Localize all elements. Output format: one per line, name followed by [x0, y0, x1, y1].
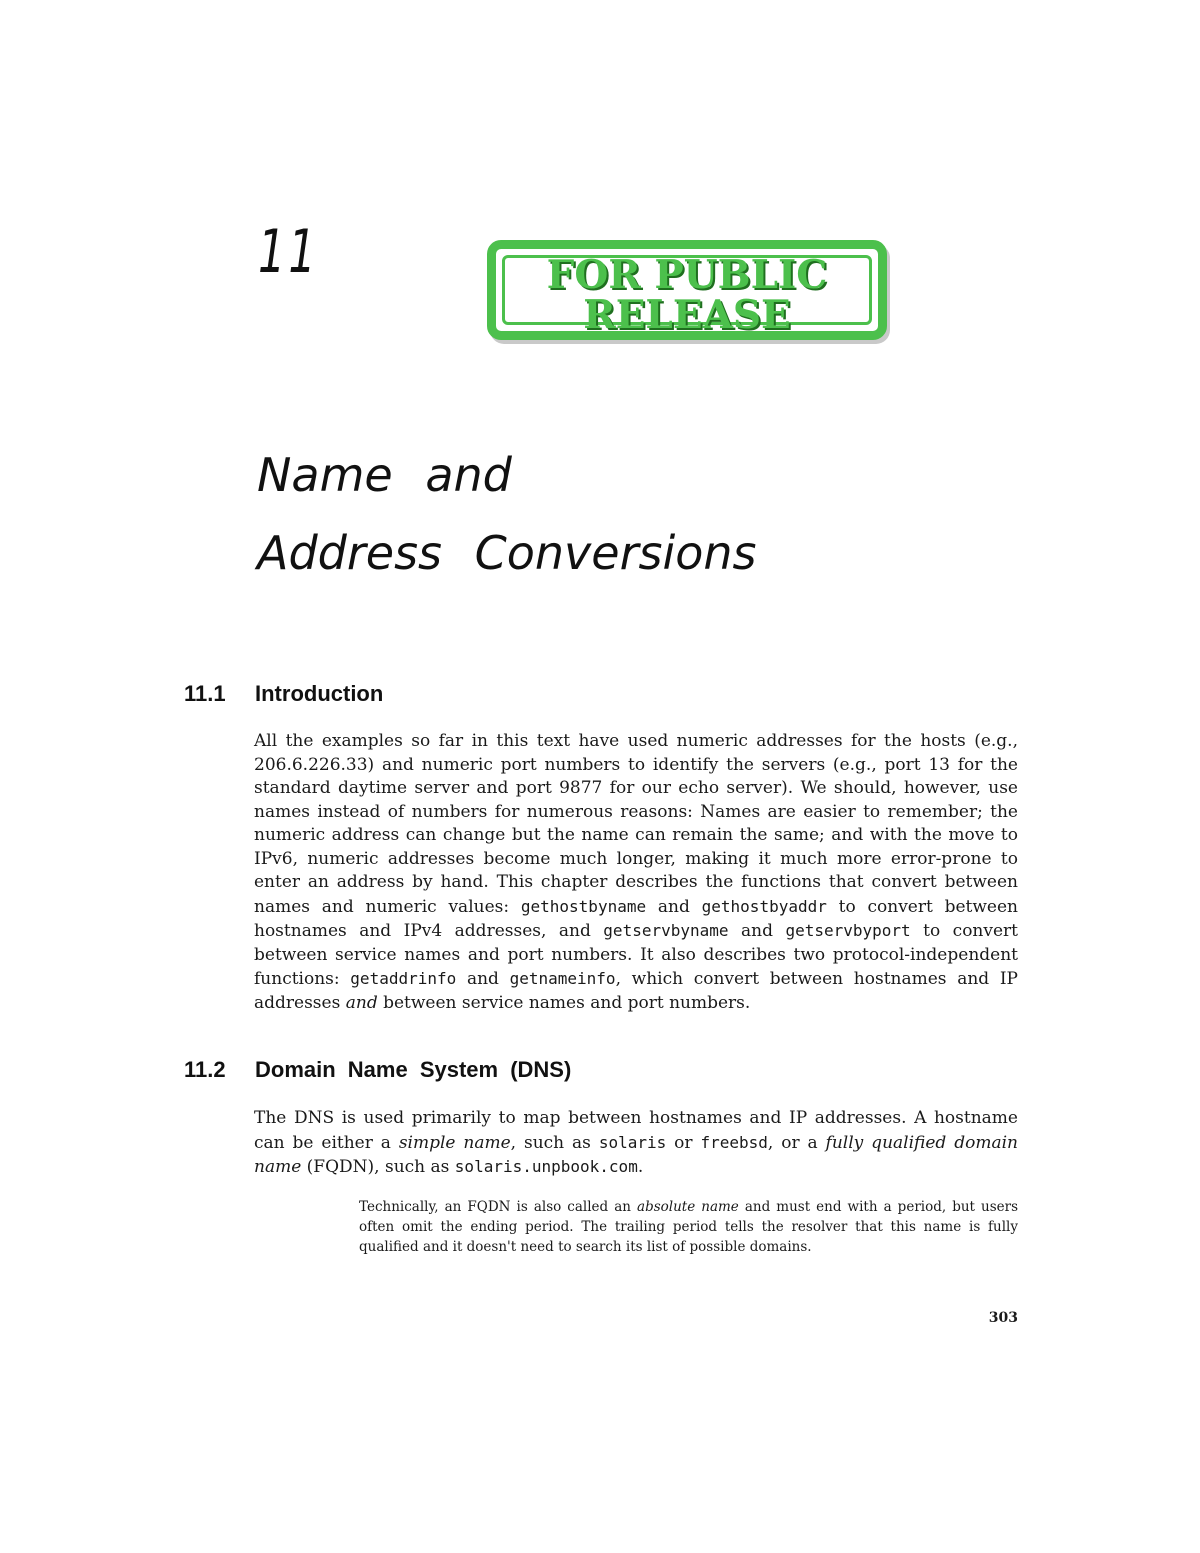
hostname-freebsd: freebsd — [700, 1132, 768, 1152]
section-heading-dns — [184, 1057, 571, 1083]
emphasis: simple name — [398, 1132, 511, 1153]
function-name-gethostbyaddr: gethostbyaddr — [701, 896, 827, 916]
text-run: (FQDN), such as — [301, 1157, 455, 1177]
fqdn-example: solaris.unpbook.com — [454, 1157, 638, 1176]
chapter-title-line-1: Name and — [257, 448, 512, 502]
text-run: and — [728, 921, 786, 941]
section-number: 11.1 — [184, 681, 226, 706]
dns-paragraph — [254, 1107, 1018, 1180]
function-name-getservbyport: getservbyport — [785, 921, 911, 940]
emphasis: absolute name — [637, 1199, 739, 1215]
function-name-getnameinfo: getnameinfo — [509, 969, 616, 988]
function-name-getservbyname: getservbyname — [603, 921, 729, 940]
chapter-number: 11 — [258, 217, 319, 287]
text-run: , such as — [510, 1132, 599, 1153]
chapter-title-line-2: Address Conversions — [257, 526, 757, 580]
public-release-stamp — [487, 240, 887, 340]
hostname-solaris: solaris — [598, 1132, 667, 1152]
text-run: to convert between hostnames and IPv4 addresses, and — [254, 896, 1018, 941]
section-title: Introduction — [255, 681, 384, 706]
stamp-line-1: FOR PUBLIC — [546, 252, 828, 298]
introduction-paragraph — [254, 730, 1018, 1015]
function-name-gethostbyname: gethostbyname — [520, 896, 647, 916]
text-run: , or a — [767, 1132, 826, 1153]
text-run: and — [646, 896, 702, 917]
text-run: The DNS is used primarily to map between hostnames and IP addresses. A hostname can be either a — [254, 1108, 1018, 1153]
stamp-text — [496, 252, 878, 338]
text-run: and — [456, 969, 510, 989]
text-run: , which convert between hostnames and IP addresses — [254, 969, 1018, 1013]
stamp-line-2: RELEASE — [583, 292, 791, 338]
section-title: Domain Name System (DNS) — [255, 1057, 572, 1082]
section-heading-introduction — [184, 681, 383, 707]
text-run: or — [666, 1132, 701, 1153]
text-run: . — [637, 1157, 644, 1177]
text-run: Technically, an FQDN is also called an — [359, 1199, 638, 1215]
chapter-title — [257, 436, 757, 592]
function-name-getaddrinfo: getaddrinfo — [350, 969, 457, 988]
text-run: and must end with a period, but users often omit the ending period. The trailing period tells the resolver that this name is fully qualified and it doesn't need to search its list of possible domains. — [359, 1199, 1018, 1255]
text-run: to convert between service names and port numbers. It also describes two protocol-independent functions: — [254, 921, 1018, 989]
emphasis: fully qualified domain name — [254, 1132, 1018, 1177]
page-number: 303 — [988, 1310, 1018, 1326]
text-run: between service names and port numbers. — [377, 992, 751, 1013]
emphasis: and — [345, 992, 378, 1013]
text-run: All the examples so far in this text have used numeric addresses for the hosts (e.g., 206.6.226.33) and numeric port numbers to identify the servers (e.g., port 13 for the standard daytime server and port 9877 for our echo server). We should, however, use names instead of numbers for numerous reasons: Names are easier to remember; the numeric address can change but the name can remain the same; and with the move to IPv6, numeric addresses become much longer, making it much more error-prone to enter an address by hand. This chapter describes the functions that convert between names and numeric values: — [254, 731, 1018, 917]
section-number: 11.2 — [184, 1057, 226, 1082]
fqdn-note — [359, 1197, 1018, 1257]
